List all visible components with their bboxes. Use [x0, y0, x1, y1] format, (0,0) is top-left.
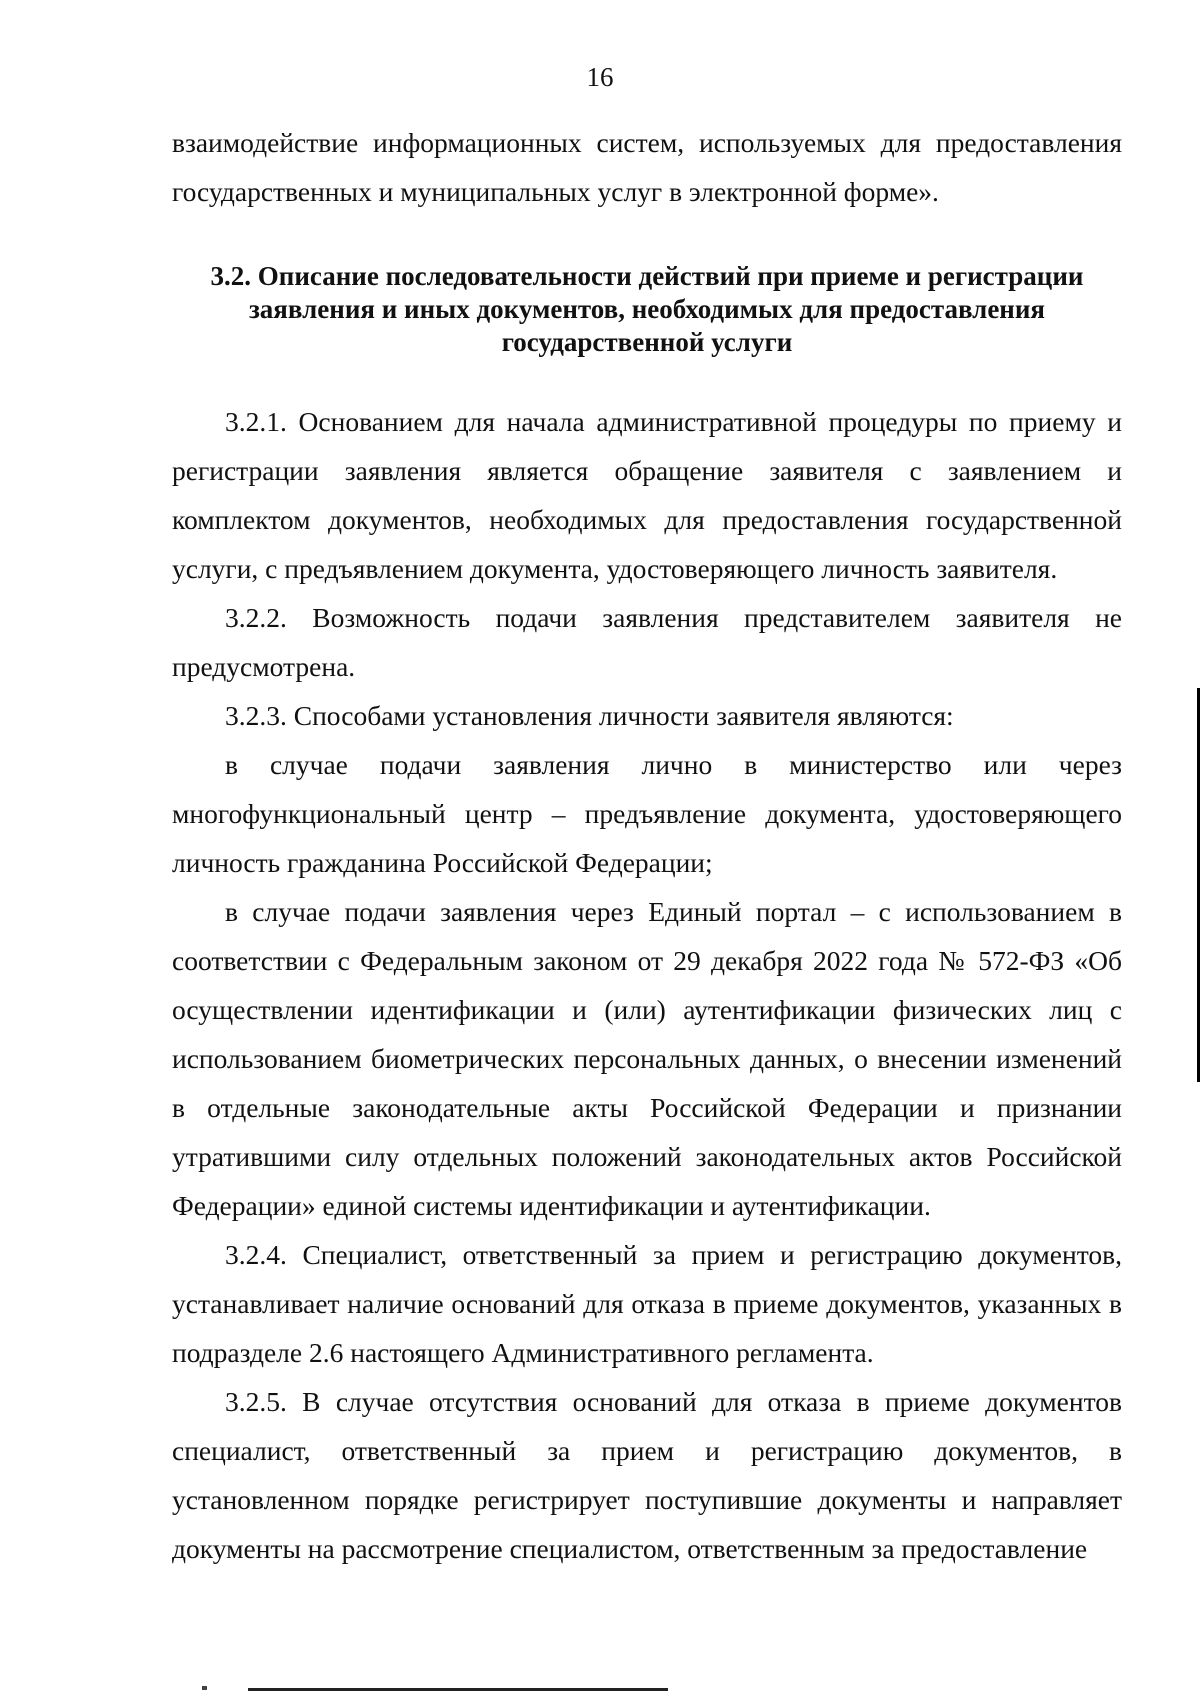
paragraph-3-2-4: 3.2.4. Специалист, ответственный за прием и регистрацию документов, устанавливает наличие оснований для отказа в приеме документов, указанных в подразделе 2.6 настоящего Административного регламента.: [172, 1239, 1122, 1368]
lead-paragraph: взаимодействие информационных систем, используемых для предоставления государственных и муниципальных услуг в электронной форме».: [172, 127, 1122, 207]
paragraph-3-2-5: 3.2.5. В случае отсутствия оснований для отказа в приеме документов специалист, ответственный за прием и регистрацию документов, в установленном порядке регистрирует поступившие документы и направляет документы на рассмотрение специалистом, ответственным за предоставление: [172, 1386, 1122, 1564]
page-number: 16: [586, 62, 614, 92]
paragraph-identity-portal: в случае подачи заявления через Единый портал – с использованием в соответствии с Федеральным законом от 29 декабря 2022 года № 572-ФЗ «Об осуществлении идентификации и (или) аутентификации физических лиц с использованием биометрических персональных данных, о внесении изменений в отдельные законодательные акты Российской Федерации и признании утратившими силу отдельных положений законодательных актов Российской Федерации» единой системы идентификации и аутентификации.: [172, 896, 1122, 1221]
lead-paragraph-block: [172, 118, 1122, 216]
paragraph-3-2-1: 3.2.1. Основанием для начала административной процедуры по приему и регистрации заявления является обращение заявителя с заявлением и комплектом документов, необходимых для предоставления государственной услуги, с предъявлением документа, удостоверяющего личность заявителя.: [172, 406, 1122, 584]
bottom-rule: [248, 1688, 668, 1691]
section-heading: [172, 260, 1122, 359]
section-heading-line-1: 3.2. Описание последовательности действий при приеме и регистрации: [210, 261, 1084, 291]
paragraph-3-2-2: 3.2.2. Возможность подачи заявления представителем заявителя не предусмотрена.: [172, 602, 1122, 682]
paragraph-identity-in-person: в случае подачи заявления лично в министерство или через многофункциональный центр – предъявление документа, удостоверяющего личность гражданина Российской Федерации;: [172, 749, 1122, 878]
section-body: [172, 397, 1122, 1573]
section-heading-line-3: государственной услуги: [501, 327, 793, 357]
paragraph-3-2-3: 3.2.3. Способами установления личности заявителя являются:: [225, 700, 954, 731]
section-heading-line-2: заявления и иных документов, необходимых для предоставления: [248, 294, 1046, 324]
scan-artifact-dot: [202, 1686, 207, 1690]
